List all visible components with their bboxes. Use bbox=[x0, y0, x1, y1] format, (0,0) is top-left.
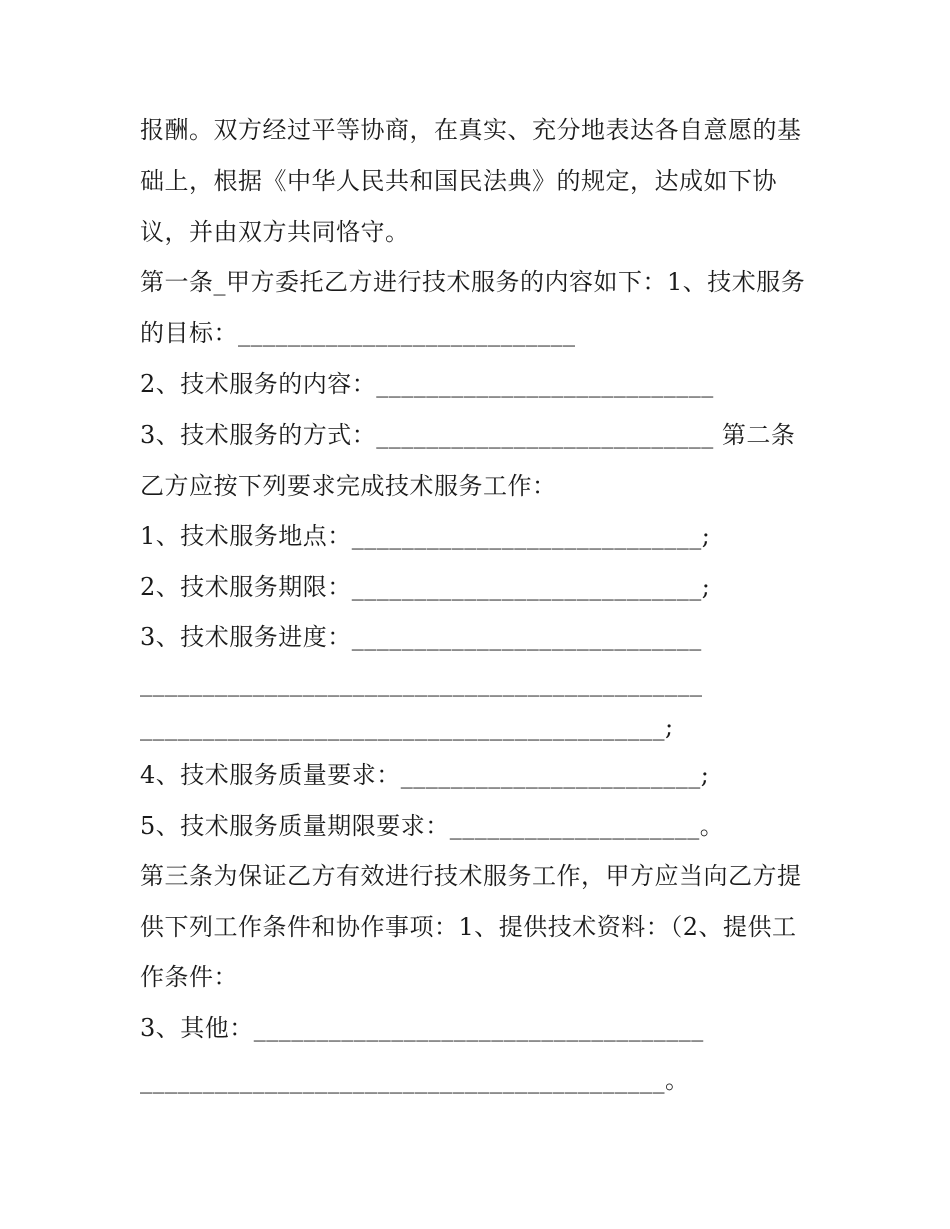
article-1-line: 第一条_甲方委托乙方进行技术服务的内容如下：1、技术服务 bbox=[140, 268, 806, 296]
text-line: 作条件： bbox=[140, 963, 238, 991]
blank-fill-line: _____________________________________________ bbox=[140, 669, 703, 697]
blank-fill-line: __________________________________________。 bbox=[140, 1066, 690, 1094]
service-content-line: 2、技术服务的内容：___________________________ bbox=[140, 370, 714, 398]
service-method-line: 3、技术服务的方式：___________________________ 第二条 bbox=[140, 421, 796, 449]
article-2-line: 乙方应按下列要求完成技术服务工作： bbox=[140, 472, 557, 500]
other-items-line: 3、其他：____________________________________ bbox=[140, 1014, 704, 1042]
service-period-line: 2、技术服务期限：____________________________; bbox=[140, 573, 711, 601]
blank-fill-line: __________________________________________; bbox=[140, 713, 674, 741]
text-line: 议，并由双方共同恪守。 bbox=[140, 218, 410, 246]
service-progress-line: 3、技术服务进度：____________________________ bbox=[140, 623, 702, 651]
text-line: 报酬。双方经过平等协商，在真实、充分地表达各自意愿的基 bbox=[140, 116, 802, 144]
quality-period-line: 5、技术服务质量期限要求：____________________。 bbox=[140, 812, 725, 840]
quality-requirement-line: 4、技术服务质量要求：________________________; bbox=[140, 761, 710, 789]
service-location-line: 1、技术服务地点：____________________________; bbox=[140, 522, 711, 550]
service-goal-line: 的目标：___________________________ bbox=[140, 319, 576, 347]
text-line: 础上，根据《中华人民共和国民法典》的规定，达成如下协 bbox=[140, 167, 777, 195]
text-line: 供下列工作条件和协作事项：1、提供技术资料：（2、提供工 bbox=[140, 913, 797, 941]
article-3-line: 第三条为保证乙方有效进行技术服务工作，甲方应当向乙方提 bbox=[140, 862, 802, 890]
